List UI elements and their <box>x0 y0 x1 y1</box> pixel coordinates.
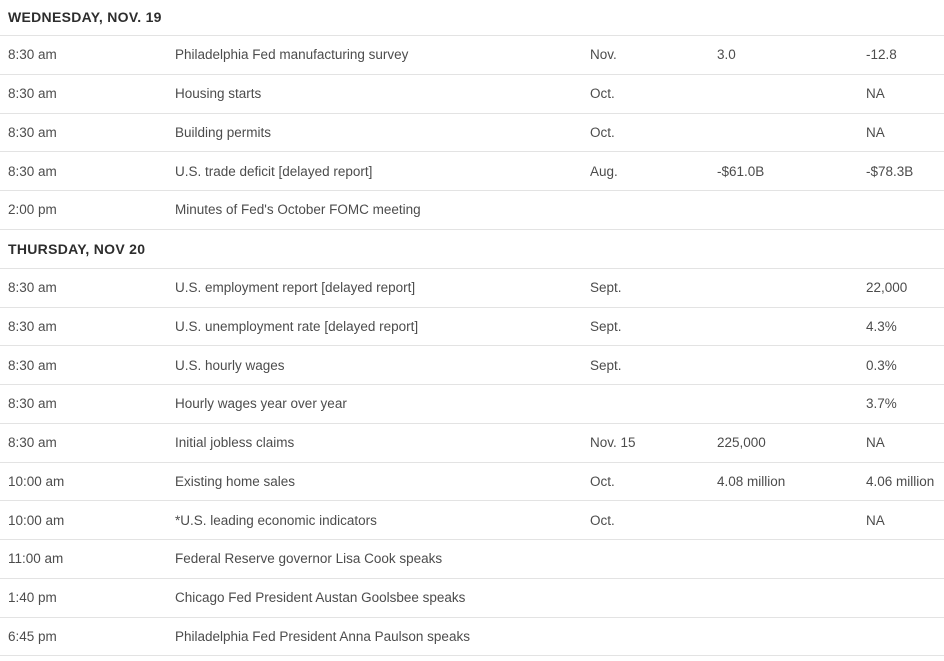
row-forecast: 225,000 <box>717 435 766 451</box>
row-time: 8:30 am <box>8 124 57 140</box>
row-report: Existing home sales <box>175 473 296 489</box>
row-report: Philadelphia Fed President Anna Paulson speaks <box>175 628 470 644</box>
day-rows <box>0 36 944 230</box>
row-report: Philadelphia Fed manufacturing survey <box>175 47 409 63</box>
row-time: 8:30 am <box>8 396 57 412</box>
calendar-row <box>0 269 944 308</box>
row-report: U.S. hourly wages <box>175 357 285 373</box>
day-header: THURSDAY, NOV 20 <box>0 230 944 269</box>
row-period: Nov. <box>590 47 617 63</box>
row-previous: NA <box>866 512 885 528</box>
calendar-row <box>0 75 944 114</box>
row-period: Oct. <box>590 86 615 102</box>
row-report: U.S. employment report [delayed report] <box>175 280 416 296</box>
row-time: 10:00 am <box>8 473 65 489</box>
calendar-row <box>0 385 944 424</box>
row-time: 6:45 pm <box>8 628 57 644</box>
calendar-row <box>0 152 944 191</box>
calendar-row <box>0 36 944 75</box>
calendar-row <box>0 424 944 463</box>
calendar-row <box>0 463 944 502</box>
calendar-row <box>0 579 944 618</box>
row-time: 11:00 am <box>8 551 64 567</box>
row-period: Nov. 15 <box>590 435 636 451</box>
row-report: Minutes of Fed's October FOMC meeting <box>175 202 421 218</box>
row-time: 10:00 am <box>8 512 65 528</box>
row-previous: NA <box>866 86 885 102</box>
row-forecast: -$61.0B <box>717 163 765 179</box>
row-time: 8:30 am <box>8 86 57 102</box>
row-report: Housing starts <box>175 86 262 102</box>
row-previous: NA <box>866 435 885 451</box>
row-previous: 22,000 <box>866 280 908 296</box>
row-time: 2:00 pm <box>8 202 57 218</box>
row-period: Oct. <box>590 473 615 489</box>
row-time: 8:30 am <box>8 435 57 451</box>
row-period: Sept. <box>590 357 622 373</box>
calendar-day-section <box>0 230 944 657</box>
row-period: Aug. <box>590 163 618 179</box>
calendar-row <box>0 540 944 579</box>
calendar-row <box>0 114 944 153</box>
calendar-day-section <box>0 0 944 230</box>
calendar-row <box>0 191 944 230</box>
row-report: *U.S. leading economic indicators <box>175 512 377 528</box>
calendar-row <box>0 346 944 385</box>
row-report: U.S. unemployment rate [delayed report] <box>175 318 419 334</box>
calendar-row <box>0 618 944 657</box>
row-period: Oct. <box>590 512 615 528</box>
day-rows <box>0 269 944 657</box>
row-time: 8:30 am <box>8 280 57 296</box>
row-report: U.S. trade deficit [delayed report] <box>175 163 373 179</box>
row-forecast: 4.08 million <box>717 473 786 489</box>
row-previous: -12.8 <box>866 47 897 63</box>
row-report: Initial jobless claims <box>175 435 295 451</box>
row-previous: -$78.3B <box>866 163 914 179</box>
row-period: Sept. <box>590 318 622 334</box>
row-previous: 4.3% <box>866 318 897 334</box>
row-report: Chicago Fed President Austan Goolsbee speaks <box>175 590 466 606</box>
row-time: 8:30 am <box>8 318 57 334</box>
row-forecast: 3.0 <box>717 47 736 63</box>
row-period: Oct. <box>590 124 615 140</box>
row-previous: 4.06 million <box>866 473 935 489</box>
row-report: Hourly wages year over year <box>175 396 347 412</box>
row-time: 8:30 am <box>8 47 57 63</box>
row-previous: 3.7% <box>866 396 897 412</box>
row-time: 8:30 am <box>8 163 57 179</box>
calendar-row <box>0 501 944 540</box>
row-report: Federal Reserve governor Lisa Cook speaks <box>175 551 443 567</box>
calendar-row <box>0 308 944 347</box>
row-previous: 0.3% <box>866 357 897 373</box>
row-time: 1:40 pm <box>8 590 57 606</box>
row-period: Sept. <box>590 280 622 296</box>
row-time: 8:30 am <box>8 357 57 373</box>
row-report: Building permits <box>175 124 272 140</box>
row-previous: NA <box>866 124 885 140</box>
day-header: WEDNESDAY, NOV. 19 <box>0 0 944 36</box>
